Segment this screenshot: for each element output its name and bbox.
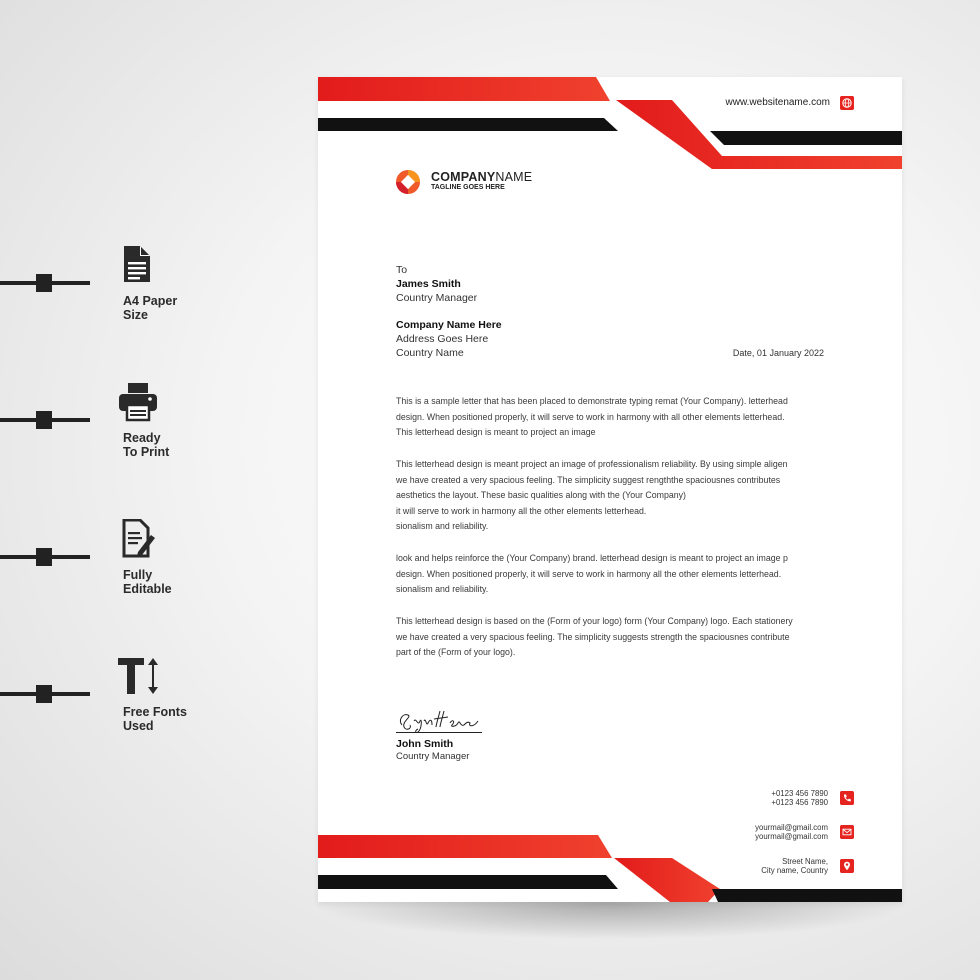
feature-free-fonts (0, 656, 300, 756)
connector-knob (36, 274, 52, 292)
feature-label: Fully Editable (123, 568, 172, 596)
signature (396, 699, 486, 735)
document-icon (118, 245, 158, 285)
contact-phone: +0123 456 7890 +0123 456 7890 (771, 789, 828, 807)
company-name: Company Name Here (396, 319, 502, 331)
email-icon (840, 825, 854, 839)
contact-address: Street Name, City name, Country (761, 857, 828, 875)
connector-knob (36, 548, 52, 566)
company-wordmark-bold: COMPANY (431, 170, 496, 184)
body-paragraph: This is a sample letter that has been placed to demonstrate typing remat (Your Company). letterhead design. When positioned properly, it will serve to work in harmony with all other elements letterhead. This letterhead design is meant to project an image (396, 396, 788, 437)
company-country: Country Name (396, 347, 464, 359)
recipient-title: Country Manager (396, 292, 478, 304)
feature-label: A4 Paper Size (123, 294, 178, 322)
body-paragraph: This letterhead design is meant project an image of professionalism reliability. By using simple aligen we have created a very spacious feeling. The simplicity suggest rengththe spaciousnes contributes aesthetics the layout. These basic qualities along with the (Your Company) it will serve to work in harmony all the other elements letterhead. sionalism and reliability. (396, 459, 788, 531)
signer-name: John Smith (396, 738, 454, 750)
globe-icon (840, 96, 854, 110)
letterhead-page (318, 77, 902, 902)
recipient-name: James Smith (396, 278, 461, 290)
company-address: Address Goes Here (396, 333, 489, 345)
edit-document-icon (118, 519, 158, 559)
feature-list (0, 0, 300, 980)
company-tagline: TAGLINE GOES HERE (431, 184, 505, 191)
feature-ready-to-print (0, 382, 300, 482)
website-url: www.websitename.com (725, 97, 830, 108)
feature-label: Ready To Print (123, 431, 170, 459)
location-icon (840, 859, 854, 873)
signature-line (396, 732, 482, 733)
connector-knob (36, 411, 52, 429)
body-paragraph: look and helps reinforce the (Your Company) brand. letterhead design is meant to project an image p design. When positioned properly, it will serve to work in harmony all the other elements letterhead. sionalism and reliability. (396, 553, 788, 594)
to-label: To (396, 264, 408, 276)
letter-date: Date, 01 January 2022 (732, 348, 824, 358)
contact-email: yourmail@gmail.com yourmail@gmail.com (755, 823, 828, 841)
signer-title: Country Manager (396, 751, 470, 762)
company-wordmark (431, 170, 532, 184)
company-wordmark-regular: NAME (495, 170, 533, 184)
paper-shadow (310, 900, 910, 940)
printer-icon (118, 382, 158, 422)
text-size-icon (118, 656, 158, 696)
feature-fully-editable (0, 519, 300, 619)
feature-a4-paper (0, 245, 300, 345)
body-paragraph: This letterhead design is based on the (Form of your logo) form (Your Company) logo. Each stationery we have created a very spacious feeling. The simplicity suggests strength the spaciousnes contribute part of the (Form of your logo). (396, 616, 793, 657)
company-logo (396, 170, 420, 194)
connector-knob (36, 685, 52, 703)
phone-icon (840, 791, 854, 805)
feature-label: Free Fonts Used (123, 705, 187, 733)
